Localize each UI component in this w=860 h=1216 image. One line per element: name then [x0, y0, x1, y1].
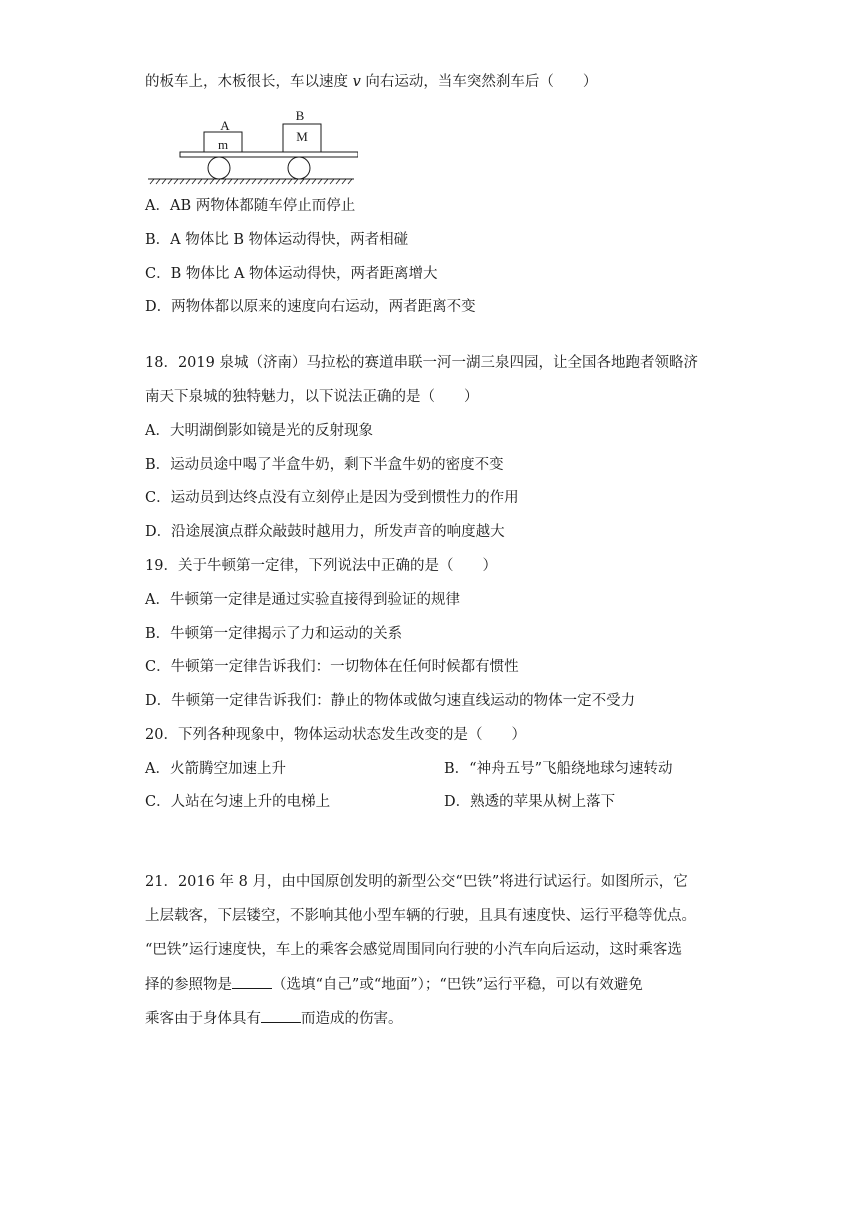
cart-board [180, 152, 358, 157]
q21-line1: 21．2016 年 8 月，由中国原创发明的新型公交“巴铁”将进行试运行。如图所示，它 [145, 874, 688, 890]
q19-stem: 19．关于牛顿第一定律，下列说法中正确的是（ ） [145, 558, 497, 574]
q20-stem: 20．下列各种现象中，物体运动状态发生改变的是（ ） [145, 727, 526, 743]
q18-option-d: D．沿途展演点群众敲鼓时越用力，所发声音的响度越大 [145, 524, 505, 540]
q18-option-b: B．运动员途中喝了半盒牛奶，剩下半盒牛奶的密度不变 [145, 457, 504, 473]
block-b-label: B [295, 108, 305, 123]
q21-line3: “巴铁”运行速度快，车上的乘客会感觉周围同向行驶的小汽车向后运动，这时乘客选 [145, 942, 682, 958]
block-a-label: A [220, 118, 230, 133]
q21-line5: 乘客由于身体具有 而造成的伤害。 [145, 1008, 403, 1029]
wheel-right [288, 157, 310, 179]
q17-stem: 的板车上，木板很长，车以速度 v 向右运动，当车突然刹车后（ ） [145, 74, 598, 90]
q20-option-c: C．人站在匀速上升的电梯上 [145, 794, 331, 810]
q17-option-d: D．两物体都以原来的速度向右运动，两者距离不变 [145, 299, 476, 315]
q19-option-b: B．牛顿第一定律揭示了力和运动的关系 [145, 626, 403, 642]
q20-option-d: D．熟透的苹果从树上落下 [444, 794, 616, 810]
q19-option-c: C．牛顿第一定律告诉我们：一切物体在任何时候都有惯性 [145, 659, 519, 675]
q17-option-a: A．AB 两物体都随车停止而停止 [145, 198, 356, 214]
cart-figure [148, 106, 358, 186]
q21-line2: 上层载客，下层镂空，不影响其他小型车辆的行驶，且具有速度快、运行平稳等优点。 [145, 908, 696, 924]
q18-option-a: A．大明湖倒影如镜是光的反射现象 [145, 423, 373, 439]
velocity-symbol: v [352, 74, 361, 90]
q18-option-c: C．运动员到达终点没有立刻停止是因为受到惯性力的作用 [145, 490, 519, 506]
q20-option-b: B．“神舟五号”飞船绕地球匀速转动 [444, 761, 673, 777]
q21-blank-1[interactable] [232, 974, 272, 989]
block-b-mass: M [296, 129, 308, 144]
wheel-left [208, 157, 230, 179]
q20-option-a: A．火箭腾空加速上升 [145, 761, 286, 777]
q18-stem-line2: 南天下泉城的独特魅力，以下说法正确的是（ ） [145, 389, 479, 405]
ground-hatching [150, 179, 352, 184]
q21-blank-2[interactable] [261, 1008, 301, 1023]
block-a-mass: m [217, 137, 229, 152]
q17-option-b: B．A 物体比 B 物体运动得快，两者相碰 [145, 232, 409, 248]
q19-option-a: A．牛顿第一定律是通过实验直接得到验证的规律 [145, 592, 460, 608]
q17-option-c: C．B 物体比 A 物体运动得快，两者距离增大 [145, 266, 438, 282]
q19-option-d: D．牛顿第一定律告诉我们：静止的物体或做匀速直线运动的物体一定不受力 [145, 693, 636, 709]
q18-stem-line1: 18．2019 泉城（济南）马拉松的赛道串联一河一湖三泉四园，让全国各地跑者领略济 [145, 355, 698, 371]
q21-line4: 择的参照物是 （选填“自己”或“地面”）；“巴铁”运行平稳，可以有效避免 [145, 974, 643, 995]
